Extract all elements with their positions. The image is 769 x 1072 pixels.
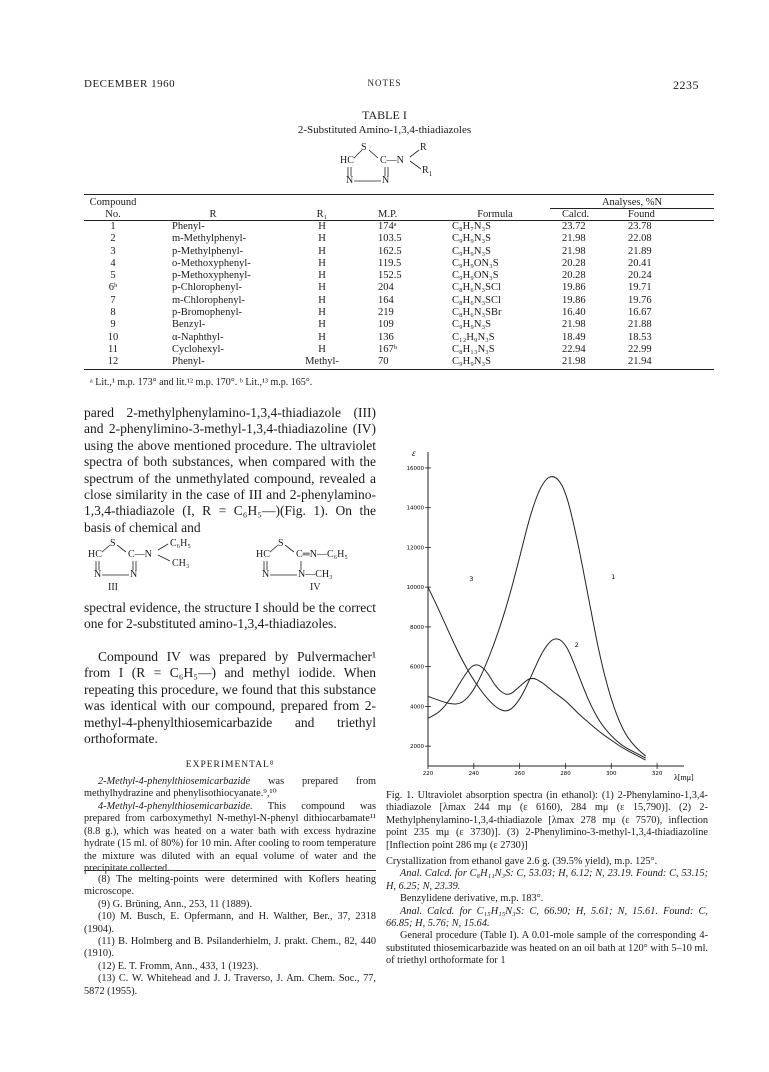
experimental-paragraph-1: [84, 776, 376, 801]
x-tick-label: 280: [560, 771, 571, 777]
struct-iii-c6h5: C₆H₅: [170, 538, 191, 549]
cell-formula: C₉H₉N₃S: [452, 356, 491, 368]
cell-no: 2: [110, 233, 116, 245]
y-axis-label: ε: [412, 448, 416, 458]
cell-found: 21.89: [628, 245, 652, 257]
cell-r1: Methyl-: [305, 356, 339, 368]
col-r1: R₁: [316, 208, 328, 220]
body-paragraph-3: Compound IV was prepared by Pulvermacher¹ from I (R = C₆H₅—) and methyl iodide. When repeating this procedure, we found that this substance was identical with our compound, prepared from 2-methyl-4-phenylthiosemicarbazide and triethyl orthoformate.: [84, 649, 376, 747]
cell-found: 22.08: [628, 233, 652, 245]
cell-r1: H: [318, 294, 326, 306]
struct-bonds: [336, 142, 456, 190]
cell-calcd: 22.94: [562, 343, 586, 355]
cell-calcd: 21.98: [562, 319, 586, 331]
cell-mp: 167ᵇ: [378, 343, 398, 355]
cell-calcd: 20.28: [562, 257, 586, 269]
table-row: [84, 221, 714, 234]
y-tick-label: 10000: [406, 585, 424, 592]
struct-iii-cn: C—N: [128, 549, 152, 560]
struct-iii-n1: N: [94, 569, 102, 580]
cell-found: 20.41: [628, 257, 652, 269]
y-tick-label: 6000: [410, 664, 424, 671]
struct-n2: N: [382, 175, 390, 186]
cell-no: 9: [110, 319, 116, 331]
experimental-paragraph-2: [84, 801, 376, 875]
y-tick-label: 8000: [410, 624, 424, 631]
col-no: No.: [105, 208, 121, 220]
cell-no: 5: [110, 270, 116, 282]
struct-iii-label: III: [108, 582, 118, 593]
table-row: [84, 233, 714, 245]
cell-found: 18.53: [628, 331, 652, 343]
reference-11: (11) B. Holmberg and B. Psilanderhielm, J. prakt. Chem., 82, 440 (1910).: [84, 936, 376, 960]
cell-mp: 70: [378, 356, 389, 368]
cell-mp: 119.5: [378, 257, 402, 269]
cell-r: p-Methoxyphenyl-: [172, 270, 251, 282]
struct-hc: HC: [340, 155, 354, 166]
body-paragraph-2: spectral evidence, the structure I should be the correct one for 2-substituted amino-1,3,4-thiadiazoles.: [84, 600, 376, 632]
cell-calcd: 21.98: [562, 356, 586, 368]
struct-r: R: [420, 142, 427, 153]
x-axis-label: λ[mμ]: [674, 773, 694, 782]
table-footnote: ᵃ Lit.,¹ m.p. 173° and lit.¹² m.p. 170°. ᵇ Lit.,¹³ m.p. 165°.: [90, 377, 313, 388]
x-tick-label: 320: [651, 771, 663, 777]
table-row: [84, 319, 714, 331]
cell-r: m-Chlorophenyl-: [172, 294, 245, 306]
table-title: TABLE I: [362, 108, 407, 122]
cell-r1: H: [318, 343, 326, 355]
thiadiazole-table: [84, 194, 714, 370]
cell-calcd: 21.98: [562, 233, 586, 245]
y-tick-label: 4000: [410, 704, 424, 711]
cell-found: 21.94: [628, 356, 652, 368]
cell-no: 12: [107, 356, 119, 368]
cell-no: 4: [110, 257, 116, 269]
cell-found: 23.78: [628, 221, 652, 232]
struct-s: S: [361, 142, 367, 153]
cell-found: 19.76: [628, 294, 652, 306]
cell-calcd: 21.98: [562, 245, 586, 257]
struct-r1: R: [422, 165, 429, 176]
right-column-text: [386, 856, 708, 968]
x-tick-label: 300: [606, 771, 617, 777]
col-formula: Formula: [477, 208, 513, 220]
series-label-2: 2: [574, 640, 579, 649]
struct-iii-s: S: [110, 538, 116, 549]
struct-iv-n1: N: [262, 569, 270, 580]
cell-found: 20.24: [628, 270, 652, 282]
cell-r: o-Methoxyphenyl-: [172, 257, 251, 269]
cell-r1: H: [318, 282, 326, 294]
cell-no: 7: [110, 294, 116, 306]
cell-no: 8: [110, 307, 116, 319]
cell-r: Phenyl-: [172, 221, 205, 232]
cell-r: m-Methylphenyl-: [172, 233, 247, 245]
cell-found: 19.71: [628, 282, 652, 294]
cell-formula: C₉H₉N₃S: [452, 233, 491, 245]
running-header-date: DECEMBER 1960: [84, 78, 176, 90]
rhs-analysis-1: Anal. Calcd. for C₈H₁₁N₃S: C, 53.03; H, 6.12; N, 23.19. Found: C, 53.15; H, 6.25; N, 23.39.: [386, 868, 708, 892]
cell-calcd: 23.72: [562, 221, 586, 232]
cell-r1: H: [318, 233, 326, 245]
cell-found: 16.67: [628, 307, 652, 319]
col-compound: Compound: [89, 197, 137, 209]
struct-iv-bonds: [254, 538, 384, 598]
exp-p2-title: 4-Methyl-4-phenylthiosemicarbazide.: [98, 801, 253, 812]
struct-cn: C—N: [380, 155, 404, 166]
cell-mp: 164: [378, 294, 394, 306]
table-row: [84, 307, 714, 319]
rhs-crystallization: Crystallization from ethanol gave 2.6 g. (39.5% yield), m.p. 125°.: [386, 856, 658, 867]
struct-iv-s: S: [278, 538, 284, 549]
x-tick-label: 220: [422, 771, 434, 777]
cell-formula: C₈H₆N₃SCl: [452, 294, 501, 306]
struct-r1-subscript: 1: [428, 170, 433, 178]
cell-no: 6ᵇ: [108, 282, 118, 294]
cell-r: Benzyl-: [172, 319, 206, 331]
col-analyses: Analyses, %N: [601, 197, 663, 208]
y-tick-label: 16000: [406, 465, 424, 472]
running-header-section: NOTES: [367, 78, 402, 88]
cell-no: 11: [107, 343, 119, 355]
cell-calcd: 19.86: [562, 282, 586, 294]
structure-III: [86, 538, 236, 598]
cell-formula: C₉H₉ON₃S: [452, 257, 499, 269]
cell-found: 22.99: [628, 343, 652, 355]
cell-mp: 204: [378, 282, 394, 294]
structure-IV: [254, 538, 384, 598]
cell-r1: H: [318, 257, 326, 269]
cell-mp: 152.5: [378, 270, 402, 282]
table-row: [84, 270, 714, 282]
table-row: [84, 332, 714, 344]
rhs-benzylidene: Benzylidene derivative, m.p. 183°.: [400, 893, 544, 905]
page-number: 2235: [673, 78, 699, 92]
table-row: [84, 356, 714, 369]
table-row: [84, 282, 714, 294]
cell-r1: H: [318, 331, 326, 343]
experimental-heading: EXPERIMENTAL⁸: [185, 760, 275, 770]
cell-found: 21.88: [628, 319, 652, 331]
uv-absorption-chart: [398, 418, 698, 790]
cell-formula: C₈H₁₃N₃S: [452, 343, 495, 355]
cell-r: p-Chlorophenyl-: [172, 282, 242, 294]
cell-r: Phenyl-: [172, 356, 205, 368]
cell-r: p-Bromophenyl-: [172, 307, 242, 319]
col-mp: M.P.: [378, 208, 398, 220]
series-line-1: [428, 477, 646, 757]
series-line-2: [428, 587, 646, 758]
cell-mp: 162.5: [378, 245, 402, 257]
cell-calcd: 20.28: [562, 270, 586, 282]
y-tick-label: 12000: [406, 545, 424, 552]
cell-mp: 103.5: [378, 233, 402, 245]
cell-formula: C₁₂H₉N₃S: [452, 331, 495, 343]
table-structure-formula: [336, 142, 456, 190]
cell-r1: H: [318, 307, 326, 319]
exp-p1-body: was prepared from methylhydrazine and phenylisothiocyanate.⁹,¹⁰: [84, 776, 376, 800]
reference-13: (13) C. W. Whitehead and J. J. Traverso, J. Am. Chem. Soc., 77, 5872 (1955).: [84, 973, 376, 997]
table-body: [84, 221, 714, 370]
cell-calcd: 18.49: [562, 331, 586, 343]
y-tick-label: 2000: [410, 744, 424, 751]
cell-mp: 109: [378, 319, 394, 331]
y-tick-label: 14000: [406, 505, 424, 512]
cell-r1: H: [318, 221, 326, 232]
cell-r: p-Methylphenyl-: [172, 245, 244, 257]
figure-caption: Fig. 1. Ultraviolet absorption spectra (in ethanol): (1) 2-Phenylamino-1,3,4-thiadiazole [λmax 244 mμ (ε 6160), 284 mμ (ε 15,790)]. (2) 2-Methylphenylamino-1,3,4-thiadiazole [λmax 278 mμ (ε 7570), inflection point 235 mμ (ε 3730)]. (3) 2-Phenylimino-3-methyl-1,3,4-thiadiazoline [Inflection point 286 mμ (ε 2730)]: [386, 790, 708, 851]
cell-r: α-Naphthyl-: [172, 331, 224, 343]
reference-9: (9) G. Brüning, Ann., 253, 11 (1889).: [98, 898, 253, 910]
struct-iii-hc: HC: [88, 549, 102, 560]
references-rule: [84, 870, 376, 871]
cell-no: 1: [110, 221, 116, 232]
cell-formula: C₉H₉ON₃S: [452, 270, 499, 282]
cell-formula: C₈H₆N₃SBr: [452, 307, 502, 319]
cell-formula: C₈H₇N₃S: [452, 221, 491, 232]
struct-iii-ch3: CH₃: [172, 558, 190, 569]
cell-calcd: 19.86: [562, 294, 586, 306]
table-row: [84, 295, 714, 307]
table-subtitle: 2-Substituted Amino-1,3,4-thiadiazoles: [297, 124, 472, 136]
reference-8: (8) The melting-points were determined with Koflers heating microscope.: [84, 874, 376, 898]
cell-r: Cyclohexyl-: [172, 343, 224, 355]
exp-p1-title: 2-Methyl-4-phenylthiosemicarbazide: [98, 776, 251, 787]
col-calcd: Calcd.: [550, 209, 620, 221]
rhs-analysis-2: Anal. Calcd. for C₁₅H₁₅N₃S: C, 66.90; H, 5.61; N, 15.61. Found: C, 66.85; H, 5.76; N, 15.64.: [386, 905, 708, 930]
cell-formula: C₉H₉N₃S: [452, 245, 491, 257]
cell-r1: H: [318, 319, 326, 331]
rhs-general-procedure: General procedure (Table I). A 0.01-mole sample of the corresponding 4-substituted thiosemicarbazide was heated on an oil bath at 120° with 5–10 ml. of triethyl orthoformate for 1: [386, 930, 708, 967]
reference-12: (12) E. T. Fromm, Ann., 433, 1 (1923).: [98, 960, 259, 972]
table-row: [84, 344, 714, 356]
cell-no: 3: [110, 245, 116, 257]
struct-iii-n2: N: [130, 569, 138, 580]
struct-iv-label: IV: [310, 582, 321, 593]
series-label-1: 1: [611, 573, 616, 582]
x-tick-label: 260: [514, 771, 525, 777]
struct-iv-hc: HC: [256, 549, 270, 560]
struct-iv-n2: N—CH₃: [298, 569, 333, 580]
col-found: Found: [620, 209, 714, 221]
struct-iii-bonds: [86, 538, 236, 598]
cell-no: 10: [107, 331, 119, 343]
cell-mp: 174ᵃ: [378, 221, 397, 232]
struct-n1: N: [346, 175, 354, 186]
col-r: R: [209, 208, 217, 220]
cell-mp: 136: [378, 331, 394, 343]
exp-p2-body: This compound was prepared from carboxymethyl N-methyl-N-phenyl dithiocarbamate¹¹ (8.8 g.), which was heated on a water bath with excess hydrazine hydrate (15 ml. of 80%) for 10 min. After cooling to room temperature the mixture was diluted with an equal volume of water and the precipitate collected.: [84, 801, 376, 875]
struct-iv-cn: C═N—C₆H₅: [296, 549, 348, 560]
cell-formula: C₉H₉N₃S: [452, 319, 491, 331]
cell-formula: C₈H₆N₃SCl: [452, 282, 501, 294]
references-list: [84, 874, 376, 998]
cell-calcd: 16.40: [562, 307, 586, 319]
body-paragraph-1: pared 2-methylphenylamino-1,3,4-thiadiazole (III) and 2-phenylimino-3-methyl-1,3,4-thiadiazoline (IV) using the above mentioned procedure. The ultraviolet spectra of both substances, when compared with the spectrum of the unmethylated compound, revealed a close similarity in the case of III and 2-phenylamino-1,3,4-thiadiazole (I, R = C₆H₅—)(Fig. 1). On the basis of chemical and: [84, 405, 376, 535]
series-line-3: [428, 665, 646, 760]
table-row: [84, 258, 714, 270]
cell-r1: H: [318, 245, 326, 257]
series-label-3: 3: [469, 575, 474, 584]
table-row: [84, 246, 714, 258]
x-tick-label: 240: [468, 771, 480, 777]
cell-r1: H: [318, 270, 326, 282]
cell-mp: 219: [378, 307, 394, 319]
reference-10: (10) M. Busch, E. Opfermann, and H. Walther, Ber., 37, 2318 (1904).: [84, 911, 376, 935]
